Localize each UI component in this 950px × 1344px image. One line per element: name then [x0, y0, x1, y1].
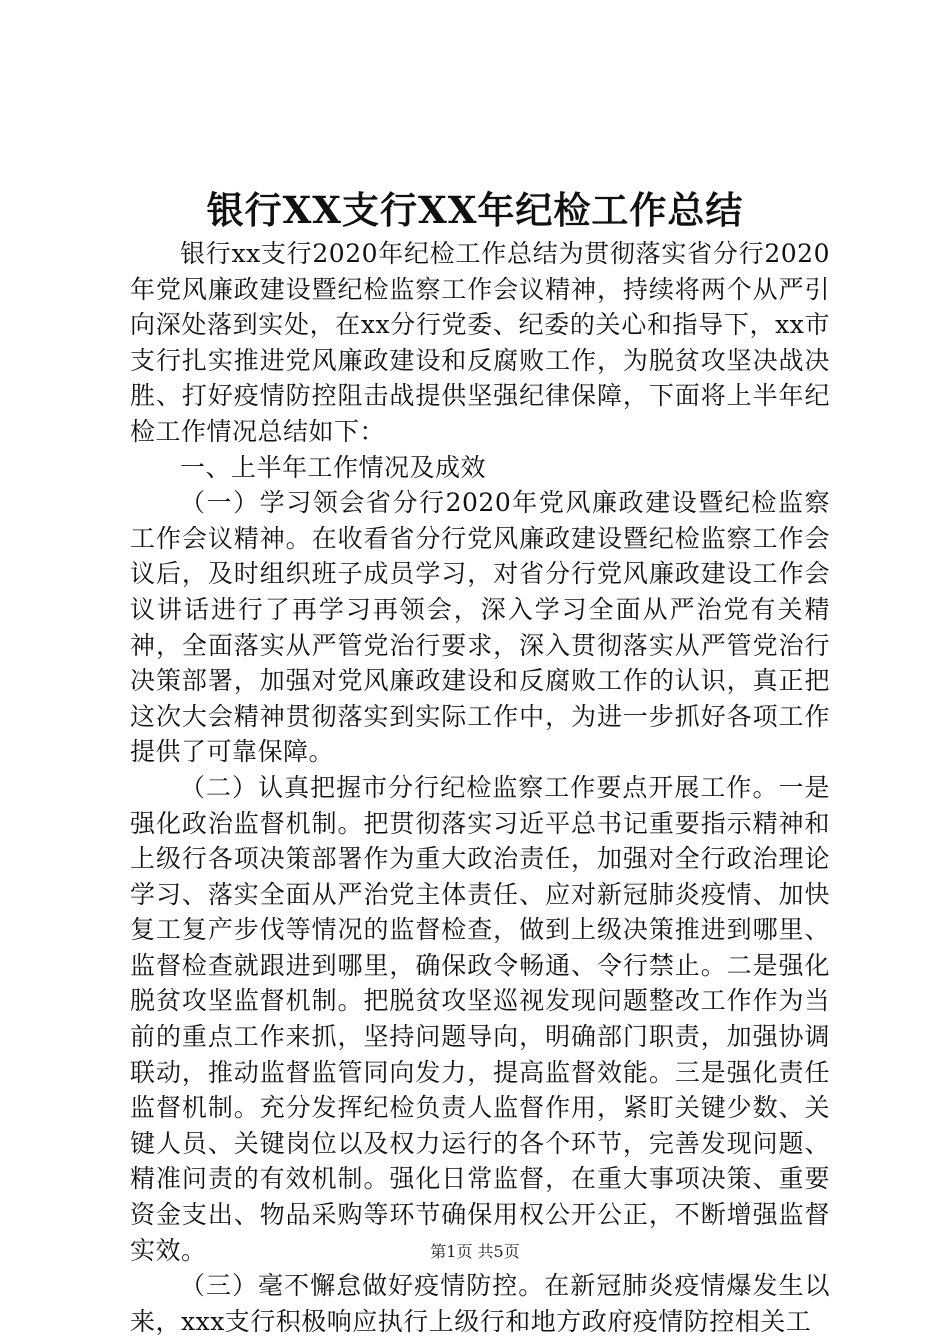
document-title: 银行XX支行XX年纪检工作总结: [206, 188, 744, 232]
page-footer: 第1页 共5页: [430, 1242, 520, 1261]
document-body: [130, 236, 830, 1339]
intro-paragraph: 银行xx支行2020年纪检工作总结为贯彻落实省分行2020年党风廉政建设暨纪检监察工作会议精神，持续将两个从严引向深处落到实处，在xx分行党委、纪委的关心和指导下，xx市支行扎实推进党风廉政建设和反腐败工作，为脱贫攻坚决战决胜、打好疫情防控阻击战提供坚强纪律保障，下面将上半年纪检工作情况总结如下：: [130, 239, 830, 446]
body-paragraph: （二）认真把握市分行纪检监察工作要点开展工作。一是强化政治监督机制。把贯彻落实习近平总书记重要指示精神和上级行各项决策部署作为重大政治责任，加强对全行政治理论学习、落实全面从严治党主体责任、应对新冠肺炎疫情、加快复工复产步伐等情况的监督检查，做到上级决策推进到哪里、监督检查就跟进到哪里，确保政令畅通、令行禁止。二是强化脱贫攻坚监督机制。把脱贫攻坚巡视发现问题整改工作作为当前的重点工作来抓，坚持问题导向，明确部门职责，加强协调联动，推动监督监管同向发力，提高监督效能。三是强化责任监督机制。充分发挥纪检负责人监督作用，紧盯关键少数、关键人员、关键岗位以及权力运行的各个环节，完善发现问题、精准问责的有效机制。强化日常监督，在重大事项决策、重要资金支出、物品采购等环节确保用权公开公正，不断增强监督实效。: [130, 772, 830, 1265]
body-paragraph: （三）毫不懈怠做好疫情防控。在新冠肺炎疫情爆发生以来，xxx支行积极响应执行上级行和地方政府疫情防控相关工: [130, 1271, 830, 1336]
body-paragraph: （一）学习领会省分行2020年党风廉政建设暨纪检监察工作会议精神。在收看省分行党风廉政建设暨纪检监察工作会议后，及时组织班子成员学习，对省分行党风廉政建设工作会议讲话进行了再学习再领会，深入学习全面从严治党有关精神，全面落实从严管党治行要求，深入贯彻落实从严管党治行决策部署，加强对党风廉政建设和反腐败工作的认识，真正把这次大会精神贯彻落实到实际工作中，为进一步抓好各项工作提供了可靠保障。: [130, 488, 830, 767]
section-heading: 一、上半年工作情况及成效: [180, 452, 487, 482]
